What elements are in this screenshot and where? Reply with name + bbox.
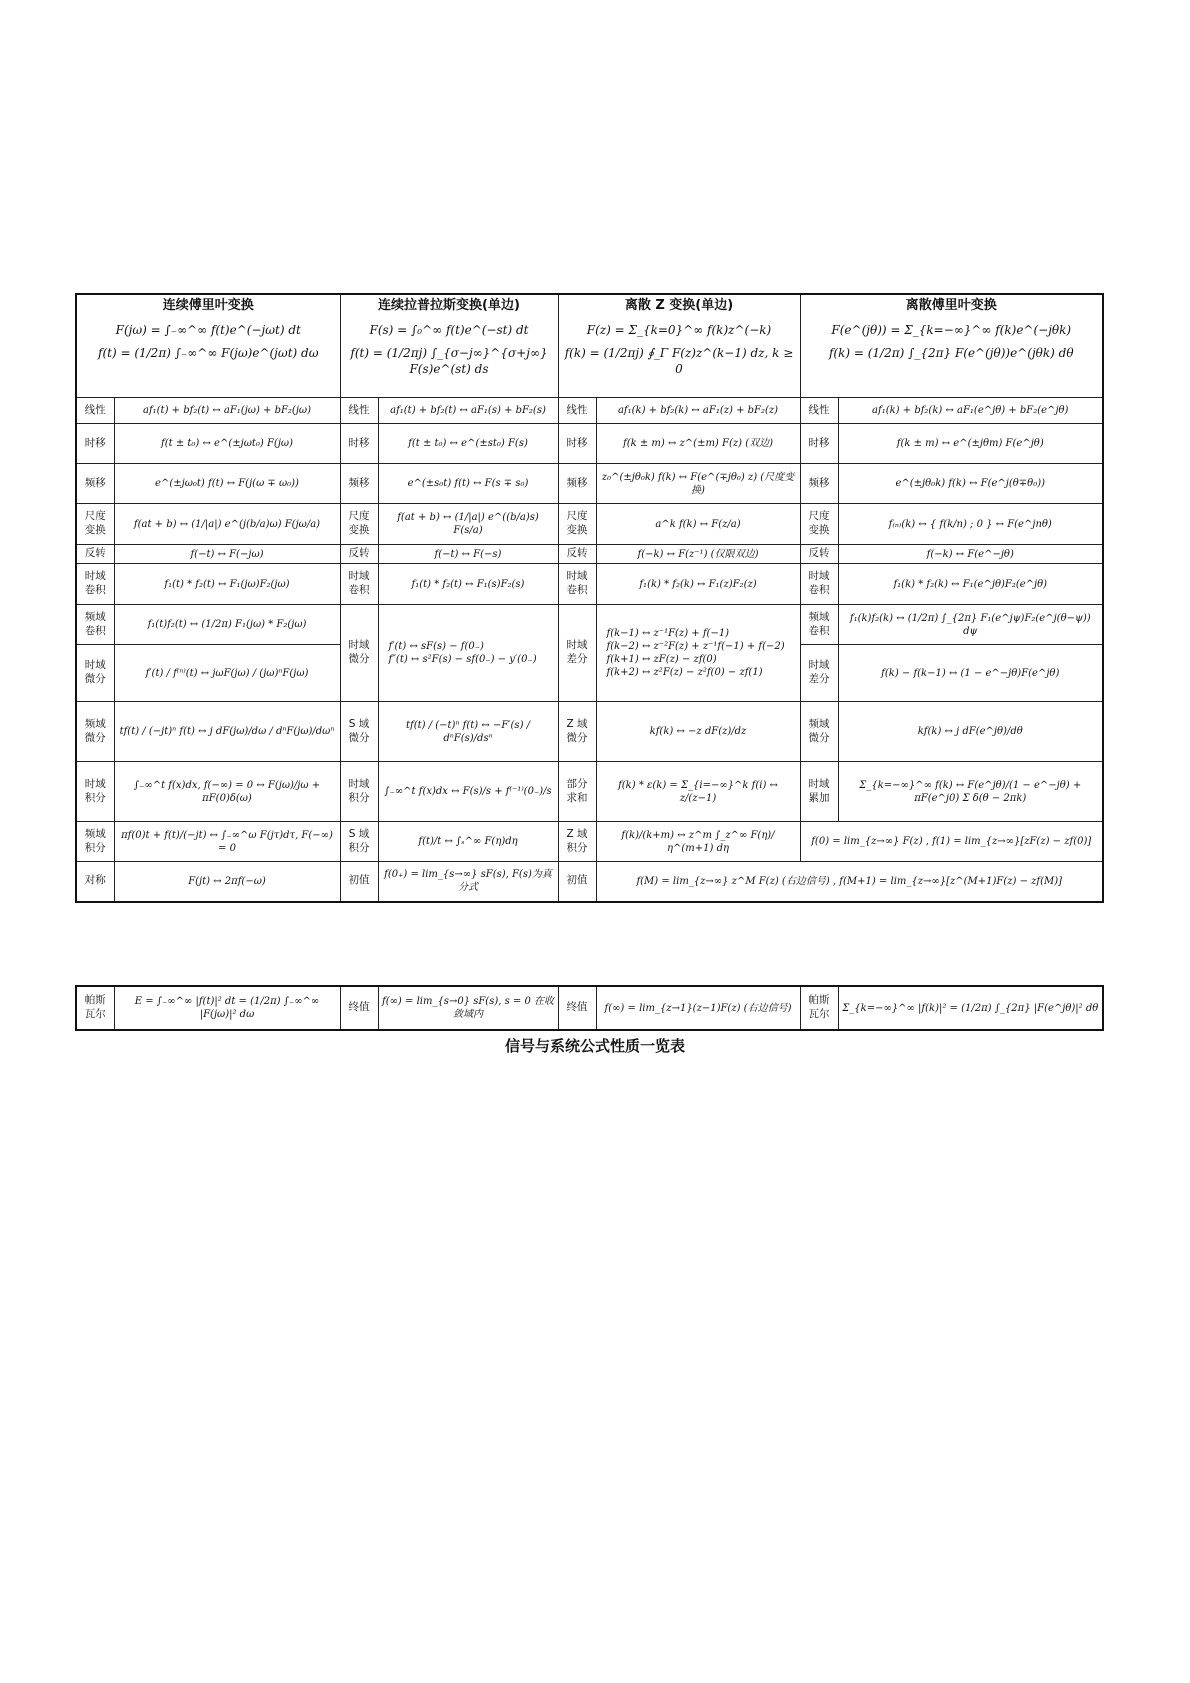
formula-cell: F(jt) ↔ 2πf(−ω)	[114, 862, 340, 902]
formula-cell: f′(t) ↔ sF(s) − f(0₋) f″(t) ↔ s²F(s) − sf(0₋) − y′(0₋)	[378, 605, 558, 702]
row-freq-convolution	[76, 605, 1103, 645]
row-label: 时域 卷积	[800, 564, 838, 605]
formula-cell: f₁(t) * f₂(t) ↔ F₁(s)F₂(s)	[378, 564, 558, 605]
formula-cell: f₁(t) * f₂(t) ↔ F₁(jω)F₂(jω)	[114, 564, 340, 605]
row-label: 时域 积分	[340, 762, 378, 822]
formula-cell: E = ∫₋∞^∞ |f(t)|² dt = (1/2π) ∫₋∞^∞ |F(jω)|² dω	[114, 986, 340, 1030]
formula-cell: πf(0)t + f(t)/(−jt) ↔ ∫₋∞^ω F(jτ)dτ, F(−∞) = 0	[114, 822, 340, 862]
formula-cell: Σ_{k=−∞}^∞ f(k) ↔ F(e^jθ)/(1 − e^−jθ) + πF(e^j0) Σ δ(θ − 2πk)	[838, 762, 1103, 822]
row-freq-differentiation	[76, 702, 1103, 762]
row-time-shift	[76, 424, 1103, 464]
formula-cell: f(−t) ↔ F(−jω)	[114, 545, 340, 564]
formula-cell: af₁(k) + bf₂(k) ↔ aF₁(z) + bF₂(z)	[596, 398, 800, 424]
row-label: 时移	[76, 424, 114, 464]
header-inverse-eq: f(t) = (1/2πj) ∫_{σ−j∞}^{σ+j∞} F(s)e^(st) ds	[350, 346, 548, 377]
properties-table	[75, 293, 1104, 903]
row-label: 时移	[558, 424, 596, 464]
header-laplace	[340, 294, 558, 398]
header-z-transform	[558, 294, 800, 398]
row-label: 线性	[76, 398, 114, 424]
formula-cell: f(k)/(k+m) ↔ z^m ∫_z^∞ F(η)/η^(m+1) dη	[596, 822, 800, 862]
header-dtft	[800, 294, 1103, 398]
header-title: 连续拉普拉斯变换(单边)	[378, 298, 520, 313]
header-row	[76, 294, 1103, 398]
row-label: Z 域 积分	[558, 822, 596, 862]
formula-cell: a^k f(k) ↔ F(z/a)	[596, 504, 800, 545]
row-label: 时域 卷积	[76, 564, 114, 605]
row-freq-shift	[76, 464, 1103, 504]
row-label: 时域 微分	[76, 645, 114, 702]
row-reversal	[76, 545, 1103, 564]
header-title: 离散傅里叶变换	[905, 298, 997, 313]
formula-cell: f₍ₙ₎(k) ↔ { f(k/n) ; 0 } ↔ F(e^jnθ)	[838, 504, 1103, 545]
row-label: 初值	[340, 862, 378, 902]
row-label: 初值	[558, 862, 596, 902]
table-caption: 信号与系统公式性质一览表	[504, 1037, 685, 1055]
row-label: 反转	[340, 545, 378, 564]
formula-cell: f(at + b) ↔ (1/|a|) e^((b/a)s) F(s/a)	[378, 504, 558, 545]
formula-cell: f(k) − f(k−1) ↔ (1 − e^−jθ)F(e^jθ)	[838, 645, 1103, 702]
row-label: S 域 积分	[340, 822, 378, 862]
formula-cell: f(t ± t₀) ↔ e^(±st₀) F(s)	[378, 424, 558, 464]
formula-cell: af₁(k) + bf₂(k) ↔ aF₁(e^jθ) + bF₂(e^jθ)	[838, 398, 1103, 424]
header-inverse-eq: f(t) = (1/2π) ∫₋∞^∞ F(jω)e^(jωt) dω	[98, 346, 319, 361]
formula-cell: af₁(t) + bf₂(t) ↔ aF₁(jω) + bF₂(jω)	[114, 398, 340, 424]
formula-cell: f(∞) = lim_{z→1}(z−1)F(z) (右边信号)	[596, 986, 800, 1030]
row-label: 反转	[76, 545, 114, 564]
formula-cell: f(−k) ↔ F(e^−jθ)	[838, 545, 1103, 564]
header-forward-eq: F(jω) = ∫₋∞^∞ f(t)e^(−jωt) dt	[115, 322, 301, 337]
row-time-convolution	[76, 564, 1103, 605]
row-label: 频域 积分	[76, 822, 114, 862]
row-label: 时域 卷积	[558, 564, 596, 605]
row-label: 线性	[558, 398, 596, 424]
row-label: 对称	[76, 862, 114, 902]
row-label: 频域 微分	[76, 702, 114, 762]
row-symmetry-initial	[76, 862, 1103, 902]
formula-cell: f(−k) ↔ F(z⁻¹) (仅限双边)	[596, 545, 800, 564]
row-label: 时域 卷积	[340, 564, 378, 605]
row-label: 反转	[800, 545, 838, 564]
row-label: 时移	[340, 424, 378, 464]
header-inverse-eq: f(k) = (1/2π) ∫_{2π} F(e^(jθ))e^(jθk) dθ	[828, 346, 1074, 361]
initial-value-dtft-cell: f(0) = lim_{z→∞} F(z) , f(1) = lim_{z→∞}[zF(z) − zf(0)]	[800, 822, 1103, 862]
row-label: 频移	[76, 464, 114, 504]
formula-cell: z₀^(±jθ₀k) f(k) ↔ F(e^(∓jθ₀) z) (尺度变换)	[596, 464, 800, 504]
row-label: 时域 差分	[800, 645, 838, 702]
row-label: 时域 差分	[558, 605, 596, 702]
row-label: 频域 微分	[800, 702, 838, 762]
row-label: 时域 积分	[76, 762, 114, 822]
formula-cell: f₁(k) * f₂(k) ↔ F₁(z)F₂(z)	[596, 564, 800, 605]
formula-cell: kf(k) ↔ j dF(e^jθ)/dθ	[838, 702, 1103, 762]
row-label: 频移	[340, 464, 378, 504]
formula-cell: tf(t) / (−t)ⁿ f(t) ↔ −F′(s) / dⁿF(s)/dsⁿ	[378, 702, 558, 762]
row-label: 部分 求和	[558, 762, 596, 822]
formula-cell: f(at + b) ↔ (1/|a|) e^(j(b/a)ω) F(jω/a)	[114, 504, 340, 545]
formula-cell: f₁(t)f₂(t) ↔ (1/2π) F₁(jω) * F₂(jω)	[114, 605, 340, 645]
formula-cell: f(k ± m) ↔ z^(±m) F(z) (双边)	[596, 424, 800, 464]
formula-cell: kf(k) ↔ −z dF(z)/dz	[596, 702, 800, 762]
parseval-final-table	[75, 985, 1104, 1031]
row-label: 频域 卷积	[800, 605, 838, 645]
row-label: 线性	[800, 398, 838, 424]
row-label: 时移	[800, 424, 838, 464]
header-forward-eq: F(s) = ∫₀^∞ f(t)e^(−st) dt	[369, 322, 529, 337]
formula-cell: f(t)/t ↔ ∫ₛ^∞ F(η)dη	[378, 822, 558, 862]
header-continuous-fourier	[76, 294, 340, 398]
formula-cell: f₁(k)f₂(k) ↔ (1/2π) ∫_{2π} F₁(e^jψ)F₂(e^j(θ−ψ)) dψ	[838, 605, 1103, 645]
row-label: 反转	[558, 545, 596, 564]
row-label: 终值	[558, 986, 596, 1030]
row-label: Z 域 微分	[558, 702, 596, 762]
row-label: 线性	[340, 398, 378, 424]
header-title: 连续傅里叶变换	[162, 298, 254, 313]
row-label: 尺度 变换	[340, 504, 378, 545]
header-forward-eq: F(z) = Σ_{k=0}^∞ f(k)z^(−k)	[586, 322, 772, 337]
row-label: 频域 卷积	[76, 605, 114, 645]
formula-cell: tf(t) / (−jt)ⁿ f(t) ↔ j dF(jω)/dω / dⁿF(jω)/dωⁿ	[114, 702, 340, 762]
formula-cell: f(k−1) ↔ z⁻¹F(z) + f(−1) f(k−2) ↔ z⁻²F(z) + z⁻¹f(−1) + f(−2) f(k+1) ↔ zF(z) − zf(0) f(k+2) ↔ z²F(z) − z²f(0) − zf(1)	[596, 605, 800, 702]
formula-cell: f′(t) / f⁽ⁿ⁾(t) ↔ jωF(jω) / (jω)ⁿF(jω)	[114, 645, 340, 702]
formula-cell: f(0₊) = lim_{s→∞} sF(s), F(s)为真分式	[378, 862, 558, 902]
row-freq-integration	[76, 822, 1103, 862]
row-scaling	[76, 504, 1103, 545]
row-label: 帕斯 瓦尔	[800, 986, 838, 1030]
row-parseval-final	[76, 986, 1103, 1030]
row-label: 频移	[800, 464, 838, 504]
formula-cell: ∫₋∞^t f(x)dx ↔ F(s)/s + f⁽⁻¹⁾(0₋)/s	[378, 762, 558, 822]
row-label: 时域 微分	[340, 605, 378, 702]
formula-cell: f(k ± m) ↔ e^(±jθm) F(e^jθ)	[838, 424, 1103, 464]
formula-cell: f(t ± t₀) ↔ e^(±jωt₀) F(jω)	[114, 424, 340, 464]
row-label: 频移	[558, 464, 596, 504]
formula-cell: f(M) = lim_{z→∞} z^M F(z) (右边信号) , f(M+1) = lim_{z→∞}[z^(M+1)F(z) − zf(M)]	[596, 862, 1103, 902]
row-label: 尺度 变换	[558, 504, 596, 545]
formula-cell: e^(±jθ₀k) f(k) ↔ F(e^j(θ∓θ₀))	[838, 464, 1103, 504]
formula-cell: ∫₋∞^t f(x)dx, f(−∞) = 0 ↔ F(jω)/jω + πF(0)δ(ω)	[114, 762, 340, 822]
row-label: S 域 微分	[340, 702, 378, 762]
row-label: 帕斯 瓦尔	[76, 986, 114, 1030]
row-label: 时域 累加	[800, 762, 838, 822]
row-label: 尺度 变换	[76, 504, 114, 545]
row-time-integration	[76, 762, 1103, 822]
formula-cell: f(∞) = lim_{s→0} sF(s), s = 0 在收敛域内	[378, 986, 558, 1030]
header-forward-eq: F(e^(jθ)) = Σ_{k=−∞}^∞ f(k)e^(−jθk)	[831, 322, 1072, 337]
row-label: 尺度 变换	[800, 504, 838, 545]
formula-cell: Σ_{k=−∞}^∞ |f(k)|² = (1/2π) ∫_{2π} |F(e^jθ)|² dθ	[838, 986, 1103, 1030]
header-inverse-eq: f(k) = (1/2πj) ∮_Γ F(z)z^(k−1) dz, k ≥ 0	[564, 346, 794, 377]
row-linearity	[76, 398, 1103, 424]
formula-cell: f₁(k) * f₂(k) ↔ F₁(e^jθ)F₂(e^jθ)	[838, 564, 1103, 605]
header-title: 离散 Z 变换(单边)	[624, 298, 734, 313]
formula-cell: e^(±jω₀t) f(t) ↔ F(j(ω ∓ ω₀))	[114, 464, 340, 504]
row-label: 终值	[340, 986, 378, 1030]
formula-cell: e^(±s₀t) f(t) ↔ F(s ∓ s₀)	[378, 464, 558, 504]
formula-cell: af₁(t) + bf₂(t) ↔ aF₁(s) + bF₂(s)	[378, 398, 558, 424]
formula-cell: f(−t) ↔ F(−s)	[378, 545, 558, 564]
formula-cell: f(k) * ε(k) = Σ_{i=−∞}^k f(i) ↔ z/(z−1)	[596, 762, 800, 822]
